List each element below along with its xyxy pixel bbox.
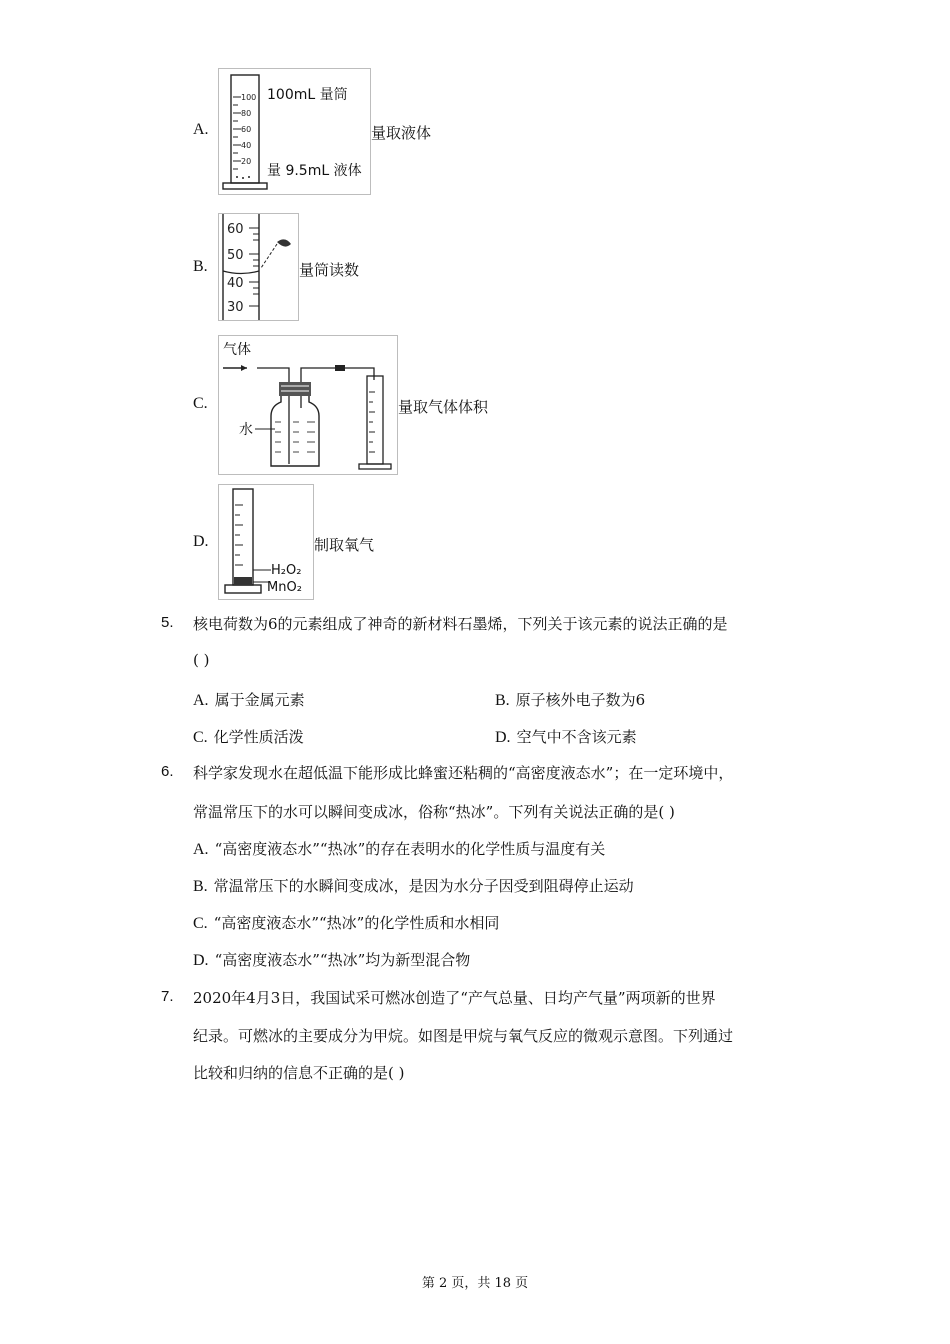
- question-6-option-c[interactable]: C. “高密度液态水”“热冰”的化学性质和水相同: [193, 914, 500, 932]
- question-6-option-d[interactable]: D. “高密度液态水”“热冰”均为新型混合物: [193, 951, 471, 969]
- fig-a-tick: 40: [241, 141, 252, 150]
- fig-b-tick: 60: [227, 222, 244, 237]
- question-5-number: 5.: [161, 614, 174, 631]
- fig-a-label-top: 100mL 量筒: [267, 87, 348, 103]
- fig-d-label-h2o2: H₂O₂: [271, 563, 302, 578]
- option-d-caption: 制取氧气: [314, 536, 375, 554]
- fig-b-tick: 30: [227, 300, 244, 315]
- option-b-caption: 量筒读数: [299, 261, 360, 279]
- fig-a-label-bottom: 量 9.5mL 液体: [267, 163, 362, 179]
- option-c-letter: C.: [193, 395, 208, 412]
- option-d-letter: D.: [193, 533, 209, 550]
- gas-volume-apparatus-figure-c: [218, 335, 398, 475]
- fig-a-tick: 60: [241, 125, 252, 134]
- graduated-cylinder-figure-a: [218, 68, 371, 195]
- option-a-caption: 量取液体: [371, 124, 432, 142]
- question-7-stem-line: 纪录。可燃冰的主要成分为甲烷。如图是甲烷与氧气反应的微观示意图。下列通过: [193, 1027, 734, 1045]
- cylinder-reading-figure-b: [218, 213, 299, 321]
- question-7-stem-line: 比较和归纳的信息不正确的是( ): [193, 1064, 405, 1082]
- question-5-option-b[interactable]: B. 原子核外电子数为6: [495, 691, 646, 709]
- page-footer: 第 2 页，共 18 页: [421, 1276, 529, 1291]
- fig-a-tick: 100: [241, 93, 257, 102]
- oxygen-preparation-figure-d: [218, 484, 314, 600]
- question-7-number: 7.: [161, 988, 174, 1005]
- option-c-caption: 量取气体体积: [398, 398, 489, 416]
- fig-b-tick: 40: [227, 276, 244, 291]
- fig-b-tick: 50: [227, 248, 244, 263]
- question-5-stem-line: 核电荷数为6的元素组成了神奇的新材料石墨烯，下列关于该元素的说法正确的是: [193, 615, 728, 633]
- question-6-option-a[interactable]: A. “高密度液态水”“热冰”的存在表明水的化学性质与温度有关: [193, 840, 606, 858]
- question-7-stem-line: 2020年4月3日，我国试采可燃冰创造了“产气总量、日均产气量”两项新的世界: [193, 989, 716, 1007]
- fig-c-label-water: 水: [239, 422, 253, 438]
- question-6-stem-line: 科学家发现水在超低温下能形成比蜂蜜还粘稠的“高密度液态水”；在一定环境中，: [193, 764, 734, 782]
- question-5-option-d[interactable]: D. 空气中不含该元素: [495, 728, 637, 746]
- question-6-stem-line: 常温常压下的水可以瞬间变成冰，俗称“热冰”。下列有关说法正确的是( ): [193, 803, 675, 821]
- question-6-option-b[interactable]: B. 常温常压下的水瞬间变成冰，是因为水分子因受到阻碍停止运动: [193, 877, 634, 895]
- fig-a-tick: 20: [241, 157, 252, 166]
- fig-a-tick: 80: [241, 109, 252, 118]
- fig-c-label-gas: 气体: [223, 342, 251, 358]
- question-6-number: 6.: [161, 763, 174, 780]
- fig-d-label-mno2: MnO₂: [267, 580, 302, 595]
- question-5-stem-line: ( ): [193, 651, 210, 669]
- option-b-letter: B.: [193, 258, 208, 275]
- question-5-option-c[interactable]: C. 化学性质活泼: [193, 728, 304, 746]
- question-5-option-a[interactable]: A. 属于金属元素: [193, 691, 305, 709]
- option-a-letter: A.: [193, 121, 209, 138]
